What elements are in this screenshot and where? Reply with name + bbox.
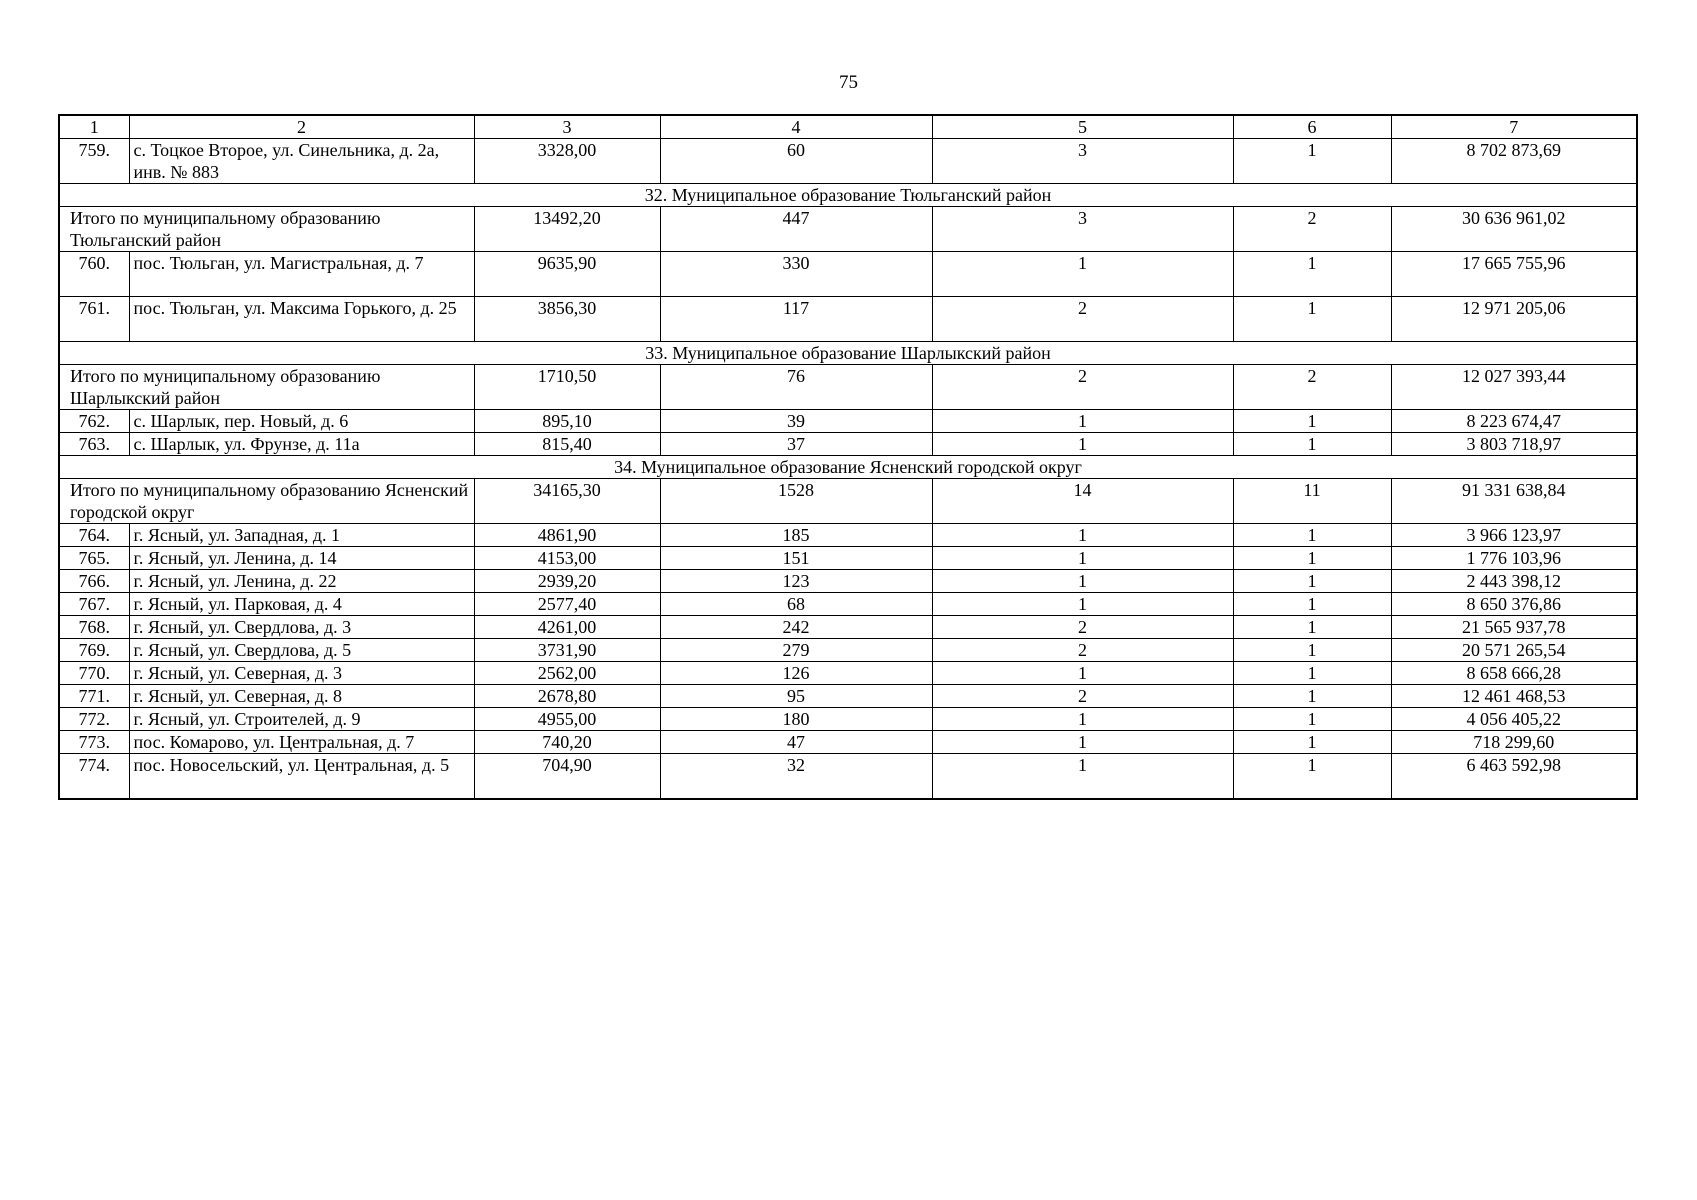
table-row xyxy=(59,685,1637,708)
total-col5: 3 xyxy=(932,207,1233,252)
row-address: г. Ясный, ул. Свердлова, д. 3 xyxy=(129,616,474,639)
row-residents: 242 xyxy=(660,616,932,639)
row-col6: 1 xyxy=(1233,731,1391,754)
row-residents: 37 xyxy=(660,433,932,456)
row-area: 815,40 xyxy=(474,433,660,456)
table-row xyxy=(59,662,1637,685)
section-title: 34. Муниципальное образование Ясненский городской округ xyxy=(59,456,1637,479)
total-col6: 11 xyxy=(1233,479,1391,524)
section-title: 32. Муниципальное образование Тюльганский район xyxy=(59,184,1637,207)
row-residents: 151 xyxy=(660,547,932,570)
row-col5: 1 xyxy=(932,662,1233,685)
total-label: Итого по муниципальному образованию Ясненский городской округ xyxy=(59,479,474,524)
total-cost: 12 027 393,44 xyxy=(1391,365,1637,410)
table-row xyxy=(59,524,1637,547)
row-address: пос. Тюльган, ул. Максима Горького, д. 25 xyxy=(129,297,474,342)
row-col6: 1 xyxy=(1233,708,1391,731)
row-cost: 3 803 718,97 xyxy=(1391,433,1637,456)
table-row xyxy=(59,139,1637,184)
row-area: 704,90 xyxy=(474,754,660,800)
row-area: 2562,00 xyxy=(474,662,660,685)
row-cost: 718 299,60 xyxy=(1391,731,1637,754)
total-row xyxy=(59,207,1637,252)
row-residents: 330 xyxy=(660,252,932,297)
table-row xyxy=(59,731,1637,754)
row-residents: 117 xyxy=(660,297,932,342)
row-area: 2939,20 xyxy=(474,570,660,593)
table-row xyxy=(59,252,1637,297)
page-number: 75 xyxy=(839,72,858,93)
row-area: 2577,40 xyxy=(474,593,660,616)
total-area: 34165,30 xyxy=(474,479,660,524)
row-area: 3731,90 xyxy=(474,639,660,662)
row-cost: 12 971 205,06 xyxy=(1391,297,1637,342)
row-residents: 47 xyxy=(660,731,932,754)
row-cost: 8 658 666,28 xyxy=(1391,662,1637,685)
row-address: г. Ясный, ул. Ленина, д. 14 xyxy=(129,547,474,570)
row-number: 768. xyxy=(59,616,129,639)
total-row xyxy=(59,365,1637,410)
row-cost: 4 056 405,22 xyxy=(1391,708,1637,731)
row-col5: 2 xyxy=(932,616,1233,639)
row-area: 9635,90 xyxy=(474,252,660,297)
row-number: 771. xyxy=(59,685,129,708)
row-area: 895,10 xyxy=(474,410,660,433)
row-col6: 1 xyxy=(1233,433,1391,456)
row-residents: 279 xyxy=(660,639,932,662)
header-cell: 7 xyxy=(1391,115,1637,139)
row-number: 765. xyxy=(59,547,129,570)
housing-table xyxy=(58,114,1638,800)
header-cell: 6 xyxy=(1233,115,1391,139)
row-residents: 126 xyxy=(660,662,932,685)
row-address: с. Шарлык, ул. Фрунзе, д. 11а xyxy=(129,433,474,456)
row-number: 762. xyxy=(59,410,129,433)
row-col5: 2 xyxy=(932,685,1233,708)
table-row xyxy=(59,593,1637,616)
row-col5: 1 xyxy=(932,524,1233,547)
row-cost: 8 223 674,47 xyxy=(1391,410,1637,433)
header-cell: 3 xyxy=(474,115,660,139)
row-col5: 1 xyxy=(932,252,1233,297)
row-cost: 12 461 468,53 xyxy=(1391,685,1637,708)
row-col6: 1 xyxy=(1233,639,1391,662)
row-col6: 1 xyxy=(1233,662,1391,685)
row-address: г. Ясный, ул. Ленина, д. 22 xyxy=(129,570,474,593)
table-body xyxy=(59,115,1637,799)
row-cost: 3 966 123,97 xyxy=(1391,524,1637,547)
table-row xyxy=(59,616,1637,639)
row-area: 4153,00 xyxy=(474,547,660,570)
total-area: 1710,50 xyxy=(474,365,660,410)
section-row xyxy=(59,342,1637,365)
row-col5: 1 xyxy=(932,593,1233,616)
total-col5: 14 xyxy=(932,479,1233,524)
row-col6: 1 xyxy=(1233,754,1391,800)
row-address: пос. Комарово, ул. Центральная, д. 7 xyxy=(129,731,474,754)
header-cell: 4 xyxy=(660,115,932,139)
row-area: 4261,00 xyxy=(474,616,660,639)
row-address: г. Ясный, ул. Западная, д. 1 xyxy=(129,524,474,547)
header-cell: 2 xyxy=(129,115,474,139)
row-number: 759. xyxy=(59,139,129,184)
section-title: 33. Муниципальное образование Шарлыкский район xyxy=(59,342,1637,365)
row-residents: 185 xyxy=(660,524,932,547)
row-residents: 123 xyxy=(660,570,932,593)
row-address: с. Тоцкое Второе, ул. Синельника, д. 2а, инв. № 883 xyxy=(129,139,474,184)
row-number: 769. xyxy=(59,639,129,662)
table-row xyxy=(59,433,1637,456)
row-col6: 1 xyxy=(1233,297,1391,342)
row-residents: 95 xyxy=(660,685,932,708)
total-residents: 447 xyxy=(660,207,932,252)
row-area: 4861,90 xyxy=(474,524,660,547)
row-residents: 39 xyxy=(660,410,932,433)
row-col6: 1 xyxy=(1233,616,1391,639)
total-label: Итого по муниципальному образованию Тюльганский район xyxy=(59,207,474,252)
row-address: г. Ясный, ул. Свердлова, д. 5 xyxy=(129,639,474,662)
row-number: 770. xyxy=(59,662,129,685)
total-label: Итого по муниципальному образованию Шарлыкский район xyxy=(59,365,474,410)
row-col5: 2 xyxy=(932,639,1233,662)
row-col6: 1 xyxy=(1233,252,1391,297)
total-col5: 2 xyxy=(932,365,1233,410)
row-number: 773. xyxy=(59,731,129,754)
row-residents: 32 xyxy=(660,754,932,800)
row-number: 764. xyxy=(59,524,129,547)
row-col6: 1 xyxy=(1233,593,1391,616)
row-address: г. Ясный, ул. Парковая, д. 4 xyxy=(129,593,474,616)
row-number: 772. xyxy=(59,708,129,731)
header-cell: 5 xyxy=(932,115,1233,139)
row-number: 767. xyxy=(59,593,129,616)
row-number: 763. xyxy=(59,433,129,456)
row-cost: 8 650 376,86 xyxy=(1391,593,1637,616)
total-residents: 76 xyxy=(660,365,932,410)
total-cost: 30 636 961,02 xyxy=(1391,207,1637,252)
total-col6: 2 xyxy=(1233,365,1391,410)
row-address: г. Ясный, ул. Строителей, д. 9 xyxy=(129,708,474,731)
row-col6: 1 xyxy=(1233,410,1391,433)
table-row xyxy=(59,547,1637,570)
row-cost: 2 443 398,12 xyxy=(1391,570,1637,593)
row-cost: 6 463 592,98 xyxy=(1391,754,1637,800)
row-area: 3328,00 xyxy=(474,139,660,184)
row-col5: 3 xyxy=(932,139,1233,184)
row-address: пос. Тюльган, ул. Магистральная, д. 7 xyxy=(129,252,474,297)
row-cost: 8 702 873,69 xyxy=(1391,139,1637,184)
row-col5: 1 xyxy=(932,410,1233,433)
row-address: с. Шарлык, пер. Новый, д. 6 xyxy=(129,410,474,433)
row-address: г. Ясный, ул. Северная, д. 3 xyxy=(129,662,474,685)
row-col5: 1 xyxy=(932,708,1233,731)
header-cell: 1 xyxy=(59,115,129,139)
row-area: 2678,80 xyxy=(474,685,660,708)
row-cost: 17 665 755,96 xyxy=(1391,252,1637,297)
row-area: 4955,00 xyxy=(474,708,660,731)
row-col5: 1 xyxy=(932,570,1233,593)
row-col5: 1 xyxy=(932,433,1233,456)
row-number: 761. xyxy=(59,297,129,342)
row-col6: 1 xyxy=(1233,547,1391,570)
total-row xyxy=(59,479,1637,524)
row-col6: 1 xyxy=(1233,524,1391,547)
row-residents: 60 xyxy=(660,139,932,184)
row-area: 740,20 xyxy=(474,731,660,754)
table-row xyxy=(59,639,1637,662)
row-cost: 21 565 937,78 xyxy=(1391,616,1637,639)
row-residents: 180 xyxy=(660,708,932,731)
row-col6: 1 xyxy=(1233,685,1391,708)
table-row xyxy=(59,708,1637,731)
row-cost: 20 571 265,54 xyxy=(1391,639,1637,662)
row-col6: 1 xyxy=(1233,570,1391,593)
row-number: 760. xyxy=(59,252,129,297)
table-row xyxy=(59,410,1637,433)
header-row xyxy=(59,115,1637,139)
row-col6: 1 xyxy=(1233,139,1391,184)
row-number: 774. xyxy=(59,754,129,800)
table-row xyxy=(59,754,1637,800)
row-address: г. Ясный, ул. Северная, д. 8 xyxy=(129,685,474,708)
section-row xyxy=(59,456,1637,479)
total-residents: 1528 xyxy=(660,479,932,524)
row-address: пос. Новосельский, ул. Центральная, д. 5 xyxy=(129,754,474,800)
total-col6: 2 xyxy=(1233,207,1391,252)
row-cost: 1 776 103,96 xyxy=(1391,547,1637,570)
row-col5: 2 xyxy=(932,297,1233,342)
row-number: 766. xyxy=(59,570,129,593)
row-col5: 1 xyxy=(932,731,1233,754)
row-col5: 1 xyxy=(932,754,1233,800)
row-col5: 1 xyxy=(932,547,1233,570)
row-area: 3856,30 xyxy=(474,297,660,342)
row-residents: 68 xyxy=(660,593,932,616)
total-cost: 91 331 638,84 xyxy=(1391,479,1637,524)
table-row xyxy=(59,297,1637,342)
section-row xyxy=(59,184,1637,207)
total-area: 13492,20 xyxy=(474,207,660,252)
table-row xyxy=(59,570,1637,593)
